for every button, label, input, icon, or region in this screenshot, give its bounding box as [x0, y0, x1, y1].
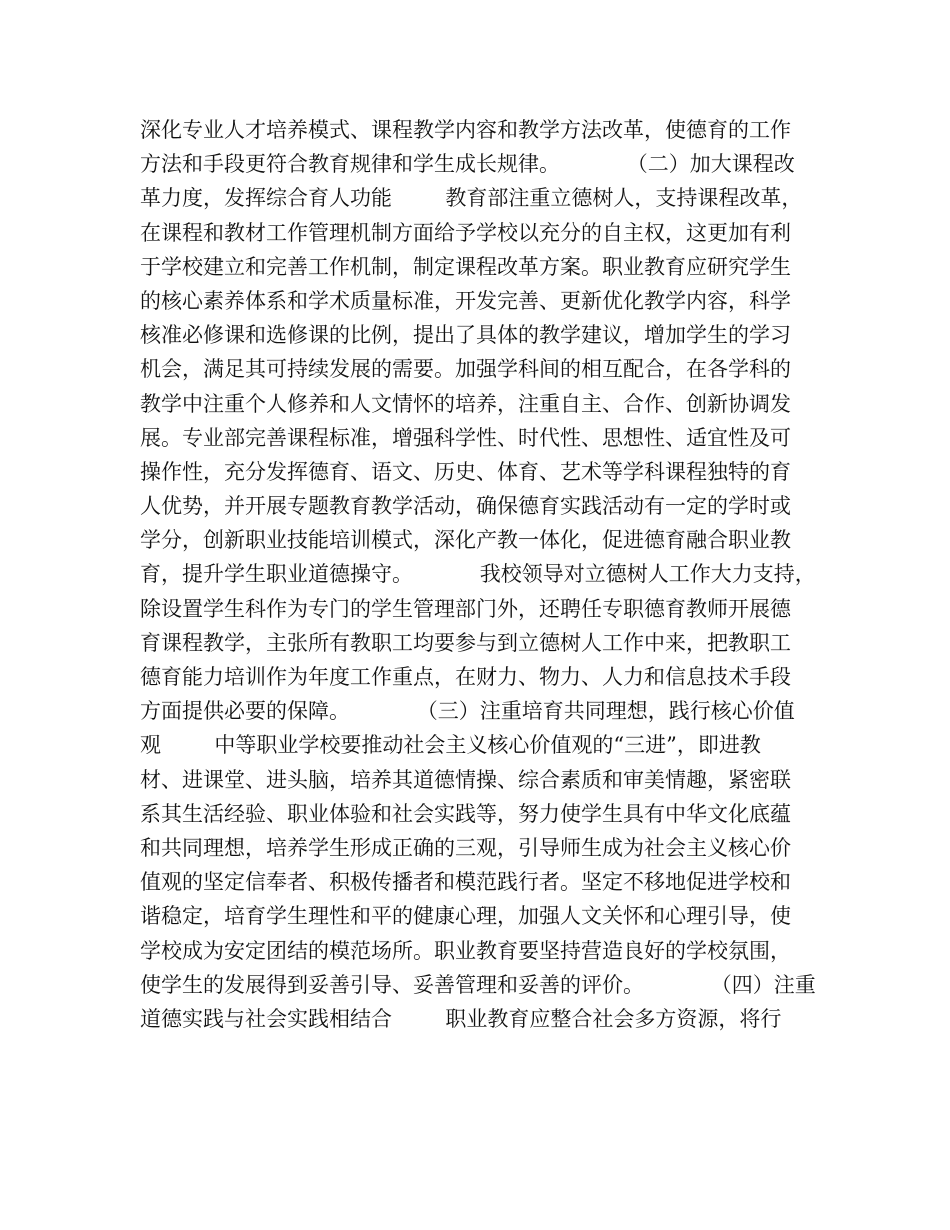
text-line: 材、进课堂、进头脑，培养其道德情操、综合素质和审美情趣，紧密联	[140, 767, 791, 792]
text-line: 的核心素养体系和学术质量标准，开发完善、更新优化教学内容，科学	[140, 288, 791, 313]
text-line: 教学中注重个人修养和人文情怀的培养，注重自主、合作、创新协调发	[140, 391, 791, 416]
text-line: 育，提升学生职业道德操守。 我校领导对立德树人工作大力支持，	[140, 562, 816, 587]
text-line: 学校成为安定团结的模范场所。职业教育要坚持营造良好的学校氛围，	[140, 938, 791, 963]
text-line: 核准必修课和选修课的比例，提出了具体的教学建议，增加学生的学习	[140, 323, 791, 348]
text-line: 机会，满足其可持续发展的需要。加强学科间的相互配合，在各学科的	[140, 357, 791, 382]
text-line: 育课程教学，主张所有教职工均要参与到立德树人工作中来，把教职工	[140, 630, 791, 655]
text-line: 展。专业部完善课程标准，增强科学性、时代性、思想性、适宜性及可	[140, 425, 791, 450]
text-line: 方面提供必要的保障。 （三）注重培育共同理想，践行核心价值	[140, 699, 795, 724]
text-line: 除设置学生科作为专门的学生管理部门外，还聘任专职德育教师开展德	[140, 596, 791, 621]
text-line: 在课程和教材工作管理机制方面给予学校以充分的自主权，这更加有利	[140, 220, 791, 245]
text-line: 系其生活经验、职业体验和社会实践等，努力使学生具有中华文化底蕴	[140, 801, 791, 826]
text-line: 深化专业人才培养模式、课程教学内容和教学方法改革，使德育的工作	[140, 118, 791, 142]
text-line: 和共同理想，培养学生形成正确的三观，引导师生成为社会主义核心价	[140, 835, 791, 860]
text-line: 谐稳定，培育学生理性和平的健康心理，加强人文关怀和心理引导，使	[140, 904, 791, 929]
text-line: 方法和手段更符合教育规律和学生成长规律。 （二）加大课程改	[140, 152, 795, 177]
text-line: 操作性，充分发挥德育、语文、历史、体育、艺术等学科课程独特的育	[140, 459, 791, 484]
text-line: 观 中等职业学校要推动社会主义核心价值观的“三进”，即进教	[140, 733, 761, 758]
text-line: 于学校建立和完善工作机制，制定课程改革方案。职业教育应研究学生	[140, 254, 791, 279]
body-text	[140, 113, 830, 1036]
text-line: 人优势，并开展专题教育教学活动，确保德育实践活动有一定的学时或	[140, 494, 791, 519]
text-line: 值观的坚定信奉者、积极传播者和模范践行者。坚定不移地促进学校和	[140, 870, 791, 895]
text-line: 德育能力培训作为年度工作重点，在财力、物力、人力和信息技术手段	[140, 665, 791, 689]
text-line: 革力度，发挥综合育人功能 教育部注重立德树人，支持课程改革，	[140, 186, 803, 211]
text-line: 使学生的发展得到妥善引导、妥善管理和妥善的评价。 （四）注重	[140, 972, 816, 997]
text-line: 道德实践与社会实践相结合 职业教育应整合社会多方资源，将行	[140, 1006, 782, 1031]
text-line: 学分，创新职业技能培训模式，深化产教一体化，促进德育融合职业教	[140, 528, 791, 553]
